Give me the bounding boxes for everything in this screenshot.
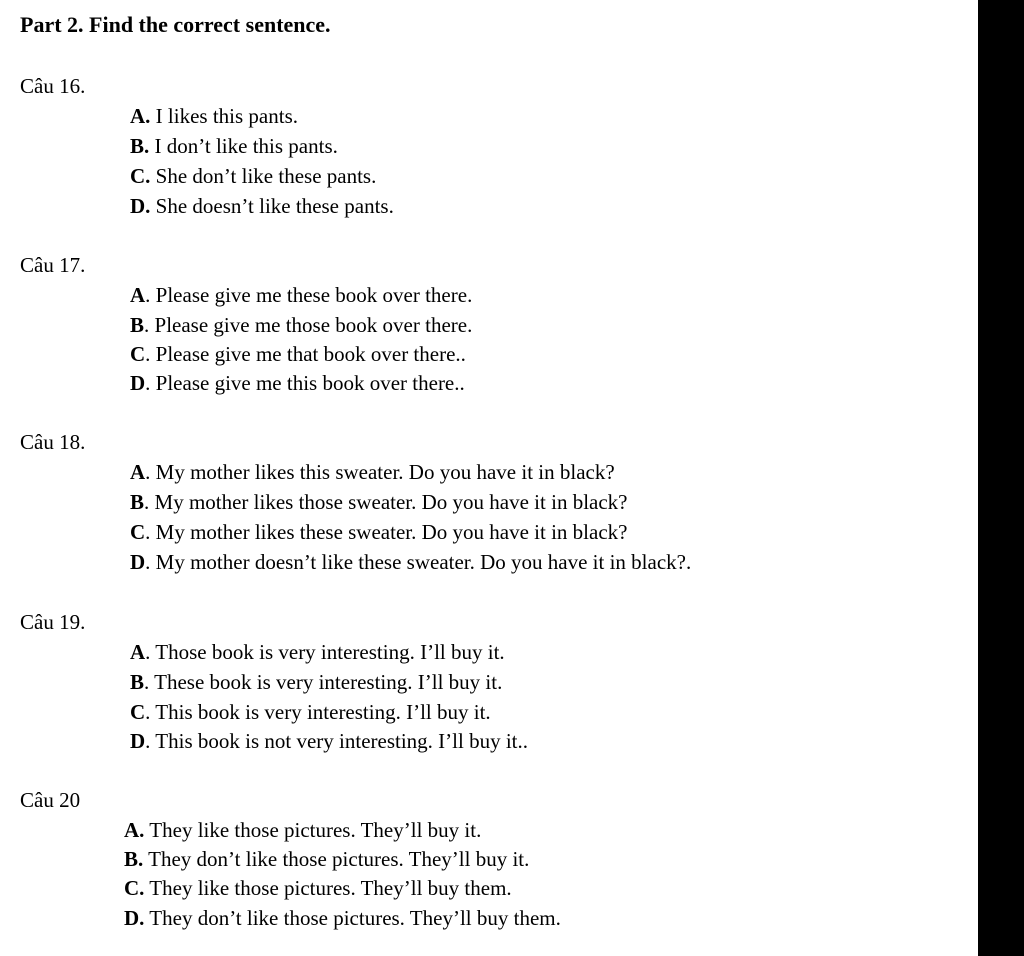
option-text: She doesn’t like these pants. (150, 194, 394, 218)
option-letter: D. (130, 194, 151, 218)
option-text: . This book is very interesting. I’ll buy it. (145, 700, 491, 724)
option-letter: A (130, 640, 146, 664)
question-19-label: Câu 19. (20, 610, 86, 634)
question-18-option-a (130, 460, 615, 485)
option-text: . These book is very interesting. I’ll buy it. (144, 670, 503, 694)
option-letter: C (130, 342, 146, 366)
question-17-label: Câu 17. (20, 253, 86, 277)
option-letter: A (130, 283, 146, 307)
option-text: . Please give me this book over there.. (145, 371, 465, 395)
question-20-option-c (124, 876, 512, 901)
question-18-option-b (130, 490, 628, 515)
option-text: . My mother likes this sweater. Do you have it in black? (145, 460, 615, 484)
option-text: . Please give me these book over there. (145, 283, 473, 307)
option-text: They like those pictures. They’ll buy it. (144, 818, 482, 842)
option-letter: A. (124, 818, 145, 842)
option-text: I don’t like this pants. (149, 134, 338, 158)
option-letter: A. (130, 104, 151, 128)
option-text: I likes this pants. (150, 104, 298, 128)
option-text: . My mother likes these sweater. Do you have it in black? (145, 520, 628, 544)
option-text: They don’t like those pictures. They’ll buy them. (144, 906, 561, 930)
option-letter: C (130, 520, 146, 544)
question-16-option-b (130, 134, 338, 159)
option-text: . This book is not very interesting. I’ll buy it.. (145, 729, 529, 753)
part-title: Part 2. Find the correct sentence. (20, 12, 331, 37)
option-text: . Please give me those book over there. (144, 313, 473, 337)
option-letter: D. (124, 906, 145, 930)
question-18-option-c (130, 520, 627, 545)
option-letter: C (130, 700, 146, 724)
option-text: They like those pictures. They’ll buy them. (144, 876, 512, 900)
option-letter: D (130, 550, 146, 574)
question-16-option-a (130, 104, 298, 129)
option-letter: B. (130, 134, 150, 158)
question-20-label: Câu 20 (20, 788, 81, 812)
option-letter: C. (124, 876, 145, 900)
question-19-option-c (130, 700, 491, 725)
question-18-option-d (130, 550, 691, 575)
option-letter: A (130, 460, 146, 484)
question-18-label: Câu 18. (20, 430, 86, 454)
option-letter: B. (124, 847, 144, 871)
option-text: . Those book is very interesting. I’ll buy it. (145, 640, 505, 664)
question-17-option-c (130, 342, 466, 367)
question-17-option-b (130, 313, 472, 338)
question-17-option-a (130, 283, 472, 308)
option-text: . My mother likes those sweater. Do you have it in black? (144, 490, 628, 514)
question-19-option-b (130, 670, 502, 695)
option-letter: B (130, 313, 145, 337)
question-16-option-d (130, 194, 394, 219)
option-text: . Please give me that book over there.. (145, 342, 466, 366)
option-letter: D (130, 729, 146, 753)
option-text: . My mother doesn’t like these sweater. Do you have it in black?. (145, 550, 692, 574)
option-text: They don’t like those pictures. They’ll buy it. (143, 847, 530, 871)
option-letter: B (130, 670, 145, 694)
option-text: She don’t like these pants. (150, 164, 377, 188)
question-16-label: Câu 16. (20, 74, 86, 98)
question-16-option-c (130, 164, 376, 189)
option-letter: D (130, 371, 146, 395)
question-20-option-b (124, 847, 529, 872)
question-19-option-d (130, 729, 528, 754)
option-letter: B (130, 490, 145, 514)
option-letter: C. (130, 164, 151, 188)
question-19-option-a (130, 640, 505, 665)
right-border-bar (978, 0, 1024, 956)
question-17-option-d (130, 371, 465, 396)
question-20-option-a (124, 818, 481, 843)
question-20-option-d (124, 906, 561, 931)
